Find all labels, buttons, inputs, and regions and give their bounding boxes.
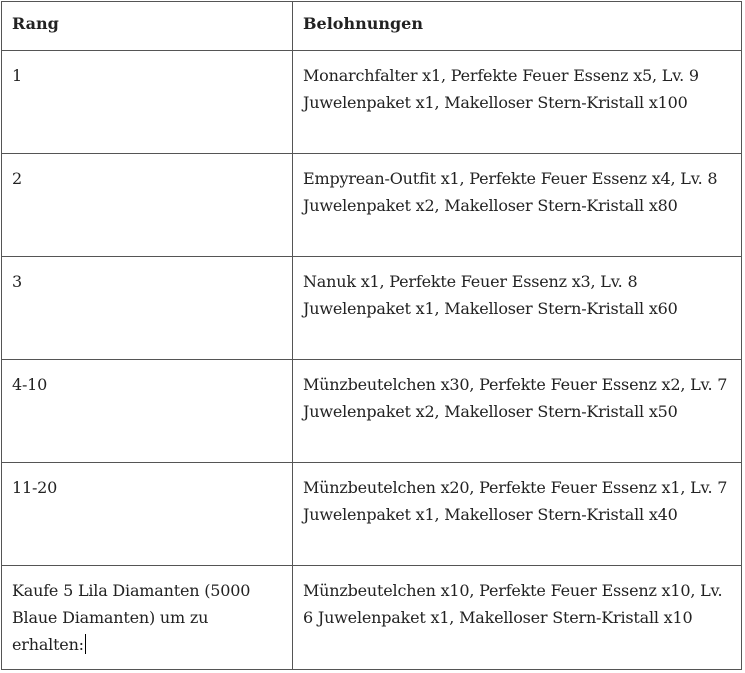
rank-cell[interactable]: 4-10 <box>2 360 293 463</box>
table-row <box>2 51 742 154</box>
text-cursor <box>85 634 86 654</box>
rewards-cell[interactable]: Münzbeutelchen x30, Perfekte Feuer Essenz x2, Lv. 7 Juwelenpaket x2, Makelloser Stern-Kristall x50 <box>293 360 742 463</box>
table-row <box>2 463 742 566</box>
table-header-row <box>2 2 742 51</box>
table-row <box>2 257 742 360</box>
rewards-cell[interactable]: Nanuk x1, Perfekte Feuer Essenz x3, Lv. 8 Juwelenpaket x1, Makelloser Stern-Kristall x60 <box>293 257 742 360</box>
rewards-cell[interactable]: Monarchfalter x1, Perfekte Feuer Essenz x5, Lv. 9 Juwelenpaket x1, Makelloser Stern-Kristall x100 <box>293 51 742 154</box>
table-row <box>2 360 742 463</box>
header-rewards: Belohnungen <box>293 2 742 51</box>
table-row <box>2 154 742 257</box>
rank-cell[interactable]: 1 <box>2 51 293 154</box>
rewards-table <box>1 1 742 670</box>
rank-cell[interactable]: 2 <box>2 154 293 257</box>
rank-cell[interactable]: 11-20 <box>2 463 293 566</box>
table-row <box>2 566 742 670</box>
rank-cell-editing[interactable] <box>2 566 293 670</box>
rewards-cell[interactable]: Empyrean-Outfit x1, Perfekte Feuer Essenz x4, Lv. 8 Juwelenpaket x2, Makelloser Stern-Kristall x80 <box>293 154 742 257</box>
rewards-cell[interactable]: Münzbeutelchen x20, Perfekte Feuer Essenz x1, Lv. 7 Juwelenpaket x1, Makelloser Stern-Kristall x40 <box>293 463 742 566</box>
rewards-cell[interactable]: Münzbeutelchen x10, Perfekte Feuer Essenz x10, Lv. 6 Juwelenpaket x1, Makelloser Stern-Kristall x10 <box>293 566 742 670</box>
header-rank: Rang <box>2 2 293 51</box>
rank-cell[interactable]: 3 <box>2 257 293 360</box>
rank-cell-text: Kaufe 5 Lila Diamanten (5000 Blaue Diamanten) um zu erhalten: <box>12 581 251 654</box>
